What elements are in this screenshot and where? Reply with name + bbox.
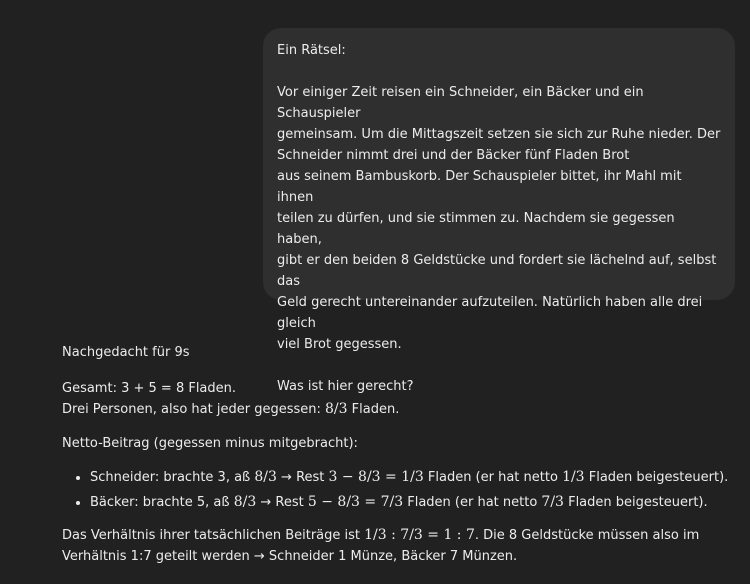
text: Fladen beigesteuert). [584,470,729,485]
spacer [277,61,721,82]
text: Das Verhältnis ihrer tatsächlichen Beiträge ist [62,528,365,543]
user-message-line: gibt er den beiden 8 Geldstücke und fordert sie lächelnd auf, selbst das [277,253,717,289]
user-message-line: gemeinsam. Um die Mittagszeit setzen sie sich zur Ruhe nieder. Der [277,127,721,142]
list-item [90,467,732,488]
math-expression: 1/3 [562,469,585,485]
thought-toggle[interactable]: Nachgedacht für 9s [62,345,190,360]
math-expression: 5 − 8/3 = 7/3 [307,494,404,510]
net-heading: Netto-Beitrag (gegessen minus mitgebracht): [62,436,358,451]
user-message-bubble [263,28,735,394]
user-message-question: Was ist hier gerecht? [277,379,414,394]
text: Schneider: brachte 3, aß [90,470,255,485]
contribution-list [62,467,732,513]
user-message-line: Geld gerecht untereinander aufzuteilen. Natürlich haben alle drei gleich [277,295,703,331]
text: → Rest [256,495,308,510]
text: Bäcker: brachte 5, aß [90,495,234,510]
list-item [90,492,732,513]
total-line: Gesamt: 3 + 5 = 8 Fladen. [62,381,237,396]
user-message-line: aus seinem Bambuskorb. Der Schauspieler bittet, ihr Mahl mit ihnen [277,169,682,205]
text: Fladen (er hat netto [403,495,542,510]
math-expression: 8/3 [254,469,277,485]
user-message-line: teilen zu dürfen, und sie stimmen zu. Nachdem sie gegessen haben, [277,211,675,247]
per-person-line [62,399,732,420]
math-expression: 8/3 [233,494,257,510]
math-expression: 3 − 8/3 = 1/3 [328,469,424,485]
math-expression: 7/3 [541,494,564,510]
ratio-conclusion: Verhältnis 1:7 geteilt werden → Schneider 1 Münze, Bäcker 7 Münzen. [62,549,518,564]
text: → Rest [276,470,329,485]
text: Fladen. [347,402,400,417]
text: Fladen beigesteuert). [563,495,708,510]
math-expression: 1/3 : 7/3 = 1 : 7 [364,527,475,543]
text: . Die 8 Geldstücke müssen also im [474,528,700,543]
assistant-message [62,342,732,567]
text: Drei Personen, also hat jeder gegessen: [62,402,326,417]
user-message-line: viel Brot gegessen. [277,337,402,352]
ratio-line [62,525,732,546]
user-message-line: Vor einiger Zeit reisen ein Schneider, ein Bäcker und ein Schauspieler [277,85,644,121]
text: Fladen (er hat netto [423,470,563,485]
user-message-line: Schneider nimmt drei und der Bäcker fünf Fladen Brot [277,148,630,163]
math-expression: 8/3 [325,401,348,417]
user-message-title: Ein Rätsel: [277,43,346,58]
